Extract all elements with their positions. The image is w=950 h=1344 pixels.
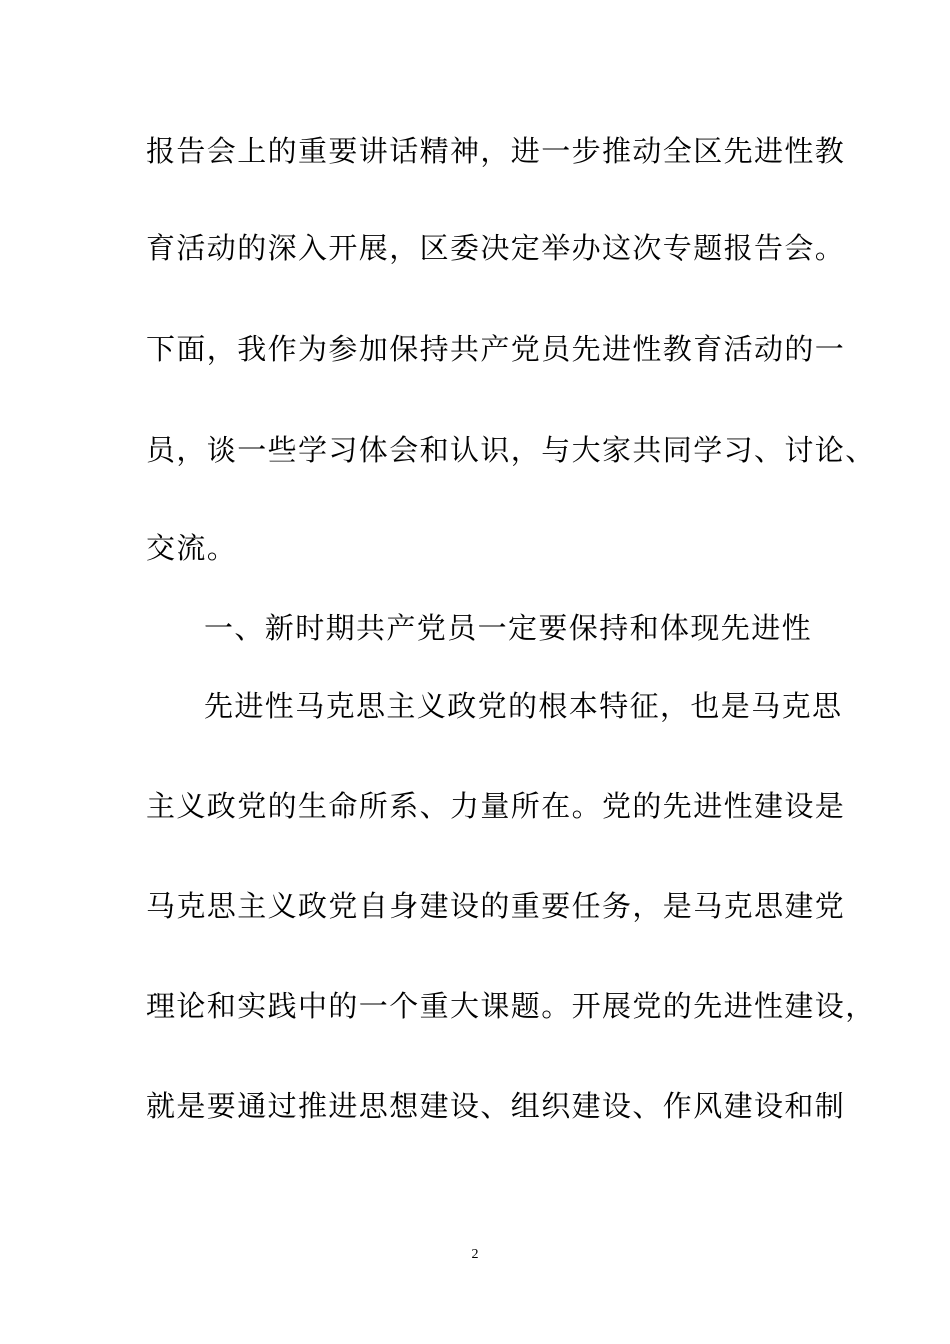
body-text-line: 交流。 (146, 531, 238, 565)
page-number: 2 (471, 1247, 479, 1262)
body-text-line: 先进性马克思主义政党的根本特征，也是马克思 (204, 689, 843, 723)
body-text-line: 就是要通过推进思想建设、组织建设、作风建设和制 (146, 1089, 846, 1123)
body-text-line: 报告会上的重要讲话精神，进一步推动全区先进性教 (146, 134, 846, 168)
section-heading: 一、新时期共产党员一定要保持和体现先进性 (204, 611, 813, 645)
body-text-line: 育活动的深入开展，区委决定举办这次专题报告会。 (146, 231, 846, 265)
body-text-line: 马克思主义政党自身建设的重要任务，是马克思建党 (146, 889, 846, 923)
body-text-line: 主义政党的生命所系、力量所在。党的先进性建设是 (146, 789, 846, 823)
body-text-line: 下面，我作为参加保持共产党员先进性教育活动的一 (146, 332, 846, 366)
body-text-line: 理论和实践中的一个重大课题。开展党的先进性建设， (146, 989, 876, 1023)
body-text-line: 员，谈一些学习体会和认识，与大家共同学习、讨论、 (146, 433, 876, 467)
